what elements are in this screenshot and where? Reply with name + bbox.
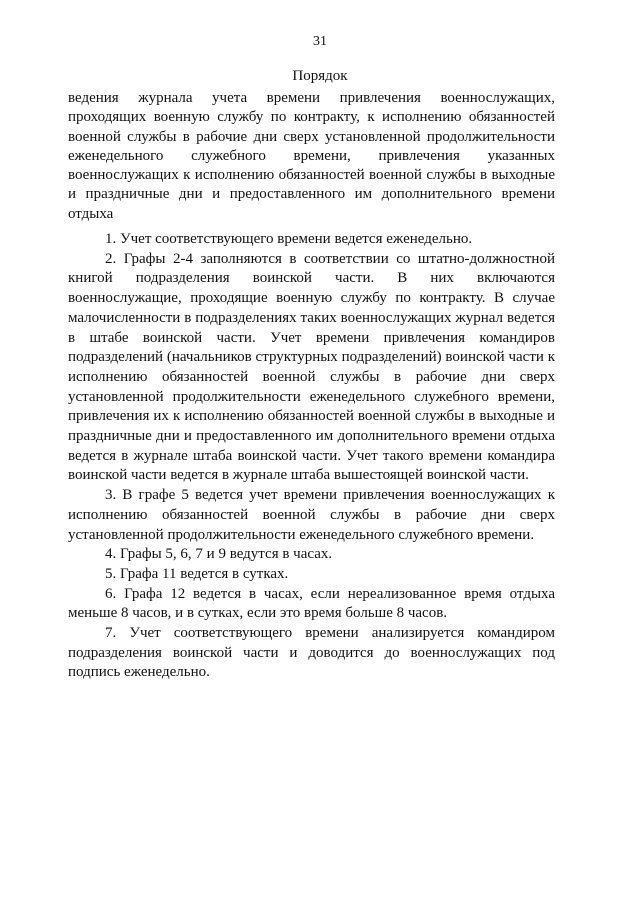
- document-heading: Порядок: [292, 68, 348, 84]
- page-number: 31: [313, 34, 327, 49]
- paragraph-3: 3. В графе 5 ведется учет времени привлечения военнослужащих к исполнению обязанностей военной службы в рабочие дни сверх установленной продолжительности еженедельного служебного времени.: [68, 487, 555, 543]
- paragraph-6: 6. Графа 12 ведется в часах, если нереализованное время отдыха меньше 8 часов, и в сутках, если это время больше 8 часов.: [68, 585, 555, 622]
- paragraph-2: 2. Графы 2-4 заполняются в соответствии со штатно-должностной книгой подразделения воинской части. В них включаются военнослужащие, проходящие военную службу по контракту. В случае малочисленности в подразделениях таких военнослужащих журнал ведется в штабе воинской части. Учет времени привлечения командиров подразделений (начальников структурных подразделений) воинской части к исполнению обязанностей военной службы в рабочие дни сверх установленной продолжительности еженедельного служебного времени, привлечения их к исполнению обязанностей военной службы в выходные и праздничные дни и предоставленного им дополнительного времени отдыха ведется в журнале штаба воинской части. Учет такого времени командира воинской части ведется в журнале штаба вышестоящей воинской части.: [68, 250, 555, 484]
- paragraph-1: 1. Учет соответствующего времени ведется еженедельно.: [105, 231, 473, 247]
- document-subtitle: ведения журнала учета времени привлечения военнослужащих, проходящих военную службу по контракту, к исполнению обязанностей военной службы в рабочие дни сверх установленной продолжительности еженедельного служебного времени, привлечения указанных военнослужащих к исполнению обязанностей военной службы в выходные и праздничные дни и предоставленного им дополнительного времени отдыха: [68, 90, 555, 222]
- paragraph-7: 7. Учет соответствующего времени анализируется командиром подразделения воинской части и доводится до военнослужащих под подпись еженедельно.: [68, 625, 555, 681]
- document-body: [68, 230, 555, 683]
- paragraph-5: 5. Графа 11 ведется в сутках.: [105, 565, 289, 582]
- paragraph-4: 4. Графы 5, 6, 7 и 9 ведутся в часах.: [105, 546, 333, 563]
